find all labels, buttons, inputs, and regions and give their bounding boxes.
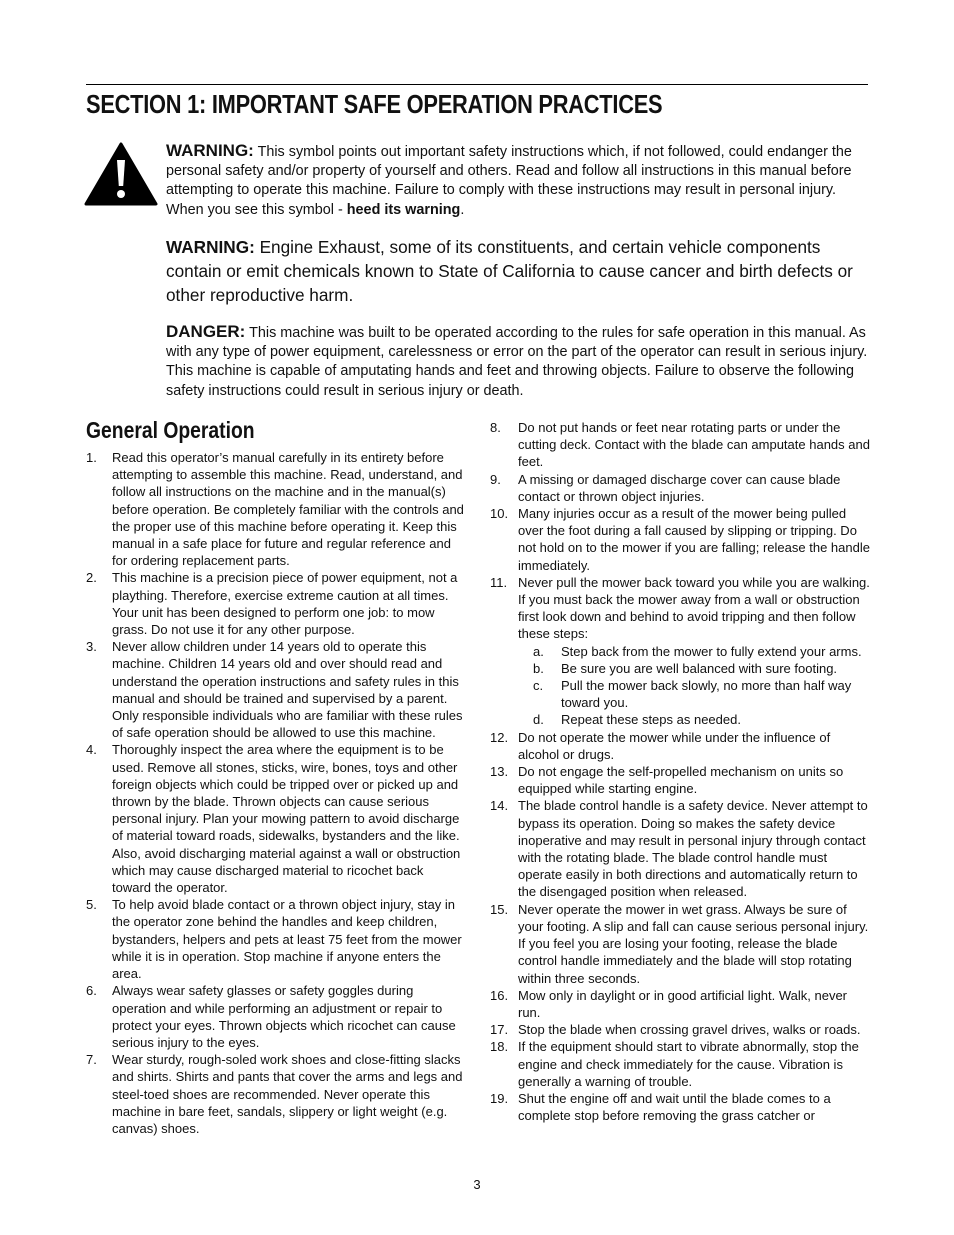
step-letter: a. bbox=[533, 643, 544, 659]
heed-warning-text: heed its warning bbox=[346, 201, 461, 218]
item-number: 6. bbox=[86, 983, 97, 999]
list-item bbox=[86, 741, 464, 896]
list-item bbox=[490, 471, 870, 505]
section-title: SECTION 1: IMPORTANT SAFE OPERATION PRACTICES bbox=[86, 89, 663, 119]
item-number: 2. bbox=[86, 570, 97, 586]
list-item bbox=[86, 982, 464, 1051]
item-text: Never allow children under 14 years old to operate this machine. Children 14 years old and over should read and understand the operation instructions and safety rules in this manual and should be trained and supervised by a parent. Only responsible individuals who are familiar with these rules of safe operation should be allowed to use this machine. bbox=[112, 639, 463, 741]
step-item bbox=[518, 643, 870, 660]
item-number: 3. bbox=[86, 639, 97, 655]
list-item bbox=[490, 797, 870, 900]
page-number: 3 bbox=[473, 1177, 481, 1192]
list-item bbox=[490, 1021, 870, 1038]
item-text: Do not operate the mower while under the influence of alcohol or drugs. bbox=[518, 729, 831, 762]
item-number: 15. bbox=[490, 901, 509, 917]
item-text: Always wear safety glasses or safety goggles during operation and while performing an adjustment or repair to protect your eyes. Thrown objects which ricochet can cause serious injury to the eyes. bbox=[112, 983, 456, 1050]
item-number: 5. bbox=[86, 897, 97, 913]
item-number: 17. bbox=[490, 1022, 509, 1038]
item-number: 19. bbox=[490, 1090, 509, 1106]
item-number: 10. bbox=[490, 506, 509, 522]
warning-label: WARNING: bbox=[166, 237, 255, 257]
top-rule bbox=[86, 84, 868, 85]
item-text: Read this operator’s manual carefully in its entirety before attempting to assemble this machine. Read, understand, and follow all instructions on the machine and in the manual(s) before operation. Be completely familiar with the controls and the proper use of this machine before operating it. Keep this manual in a safe place for future and regular reference and for ordering replacement parts. bbox=[112, 450, 464, 569]
step-list bbox=[518, 643, 870, 729]
list-item bbox=[86, 896, 464, 982]
item-text: A missing or damaged discharge cover can cause blade contact or thrown object injuries. bbox=[518, 471, 841, 504]
list-item bbox=[490, 987, 870, 1021]
general-operation-heading: General Operation bbox=[86, 417, 255, 443]
item-number: 11. bbox=[490, 574, 508, 590]
step-text: Repeat these steps as needed. bbox=[561, 712, 741, 728]
item-number: 18. bbox=[490, 1039, 509, 1055]
item-number: 7. bbox=[86, 1052, 97, 1068]
item-text: Shut the engine off and wait until the blade comes to a complete stop before removing the grass catcher or bbox=[518, 1090, 831, 1124]
item-number: 16. bbox=[490, 987, 509, 1003]
warning-text: This symbol points out important safety instructions which, if not followed, could endanger the personal safety and/or property of yourself and others. Read and follow all instructions in this manual before attempting to operate this machine. Failure to comply with these instructions may result in personal injury. When you see this symbol - bbox=[166, 144, 852, 218]
warning-end: . bbox=[460, 201, 465, 218]
list-item bbox=[490, 419, 870, 471]
list-item bbox=[490, 1090, 870, 1124]
step-item bbox=[518, 660, 870, 677]
list-item bbox=[490, 901, 870, 987]
list-item bbox=[490, 574, 870, 729]
item-number: 1. bbox=[86, 450, 97, 465]
item-text: To help avoid blade contact or a thrown object injury, stay in the operator zone behind the handles and keep children, bystanders, helpers and pets at least 75 feet from the mower while it is in operation. Stop machine if anyone enters the area. bbox=[112, 897, 462, 982]
step-letter: d. bbox=[533, 712, 544, 728]
warning-label: WARNING: bbox=[166, 141, 254, 160]
list-item bbox=[490, 729, 870, 763]
item-text: This machine is a precision piece of power equipment, not a plaything. Therefore, exercise extreme caution at all times. Your unit has been designed to perform one job: to mow grass. Do not use it for any other purpose. bbox=[112, 570, 458, 638]
item-text: Mow only in daylight or in good artificial light. Walk, never run. bbox=[518, 987, 847, 1020]
step-text: Be sure you are well balanced with sure footing. bbox=[561, 660, 838, 676]
warning-notice-california bbox=[166, 235, 870, 307]
general-operation-list-right bbox=[490, 419, 870, 1124]
item-text: Do not put hands or feet near rotating parts or under the cutting deck. Contact with the blade can amputate hands and feet. bbox=[518, 420, 870, 470]
step-text: Step back from the mower to fully extend your arms. bbox=[561, 643, 862, 659]
warning-triangle-icon bbox=[84, 142, 158, 206]
item-number: 14. bbox=[490, 798, 509, 814]
item-text: Many injuries occur as a result of the mower being pulled over the foot during a fall caused by slipping or tripping. Do not hold on to the mower if you are falling; release the handle immediately. bbox=[518, 506, 870, 573]
warning-notice-symbol bbox=[166, 141, 870, 220]
list-item bbox=[490, 505, 870, 574]
item-text: Never pull the mower back toward you while you are walking. If you must back the mower away from a wall or obstruction first look down and behind to avoid tripping and then follow these steps: bbox=[518, 574, 870, 642]
danger-label: DANGER: bbox=[166, 322, 246, 341]
step-text: Pull the mower back slowly, no more than half way toward you. bbox=[561, 678, 852, 711]
list-item bbox=[86, 569, 464, 638]
list-item bbox=[86, 1051, 464, 1137]
warning-text: Engine Exhaust, some of its constituents, and certain vehicle components contain or emit chemicals known to State of California to cause cancer and birth defects or other reproductive harm. bbox=[166, 237, 853, 305]
item-number: 4. bbox=[86, 742, 97, 758]
list-item bbox=[490, 763, 870, 797]
step-letter: b. bbox=[533, 660, 544, 676]
danger-text: This machine was built to be operated according to the rules for safe operation in this manual. As with any type of power equipment, carelessness or error on the part of the operator can result in serious injury. This machine is capable of amputating hands and feet and throwing objects. Failure to observe the following safety instructions could result in serious injury or death. bbox=[166, 325, 868, 399]
item-text: If the equipment should start to vibrate abnormally, stop the engine and check immediately for the cause. Vibration is generally a warning of trouble. bbox=[518, 1039, 859, 1089]
item-text: The blade control handle is a safety device. Never attempt to bypass its operation. Doing so makes the safety device inoperative and may result in personal injury through contact with the rotating blade. The blade control handle must operate easily in both directions and automatically return to the disengaged position when released. bbox=[518, 798, 868, 900]
list-item bbox=[86, 449, 464, 569]
list-item bbox=[86, 638, 464, 741]
danger-notice bbox=[166, 322, 870, 401]
item-text: Stop the blade when crossing gravel drives, walks or roads. bbox=[518, 1022, 861, 1038]
list-item bbox=[490, 1038, 870, 1090]
item-text: Do not engage the self-propelled mechanism on units so equipped while starting engine. bbox=[518, 764, 844, 797]
step-letter: c. bbox=[533, 678, 544, 694]
item-number: 8. bbox=[490, 420, 501, 435]
item-number: 12. bbox=[490, 729, 509, 745]
item-number: 13. bbox=[490, 764, 509, 780]
step-item bbox=[518, 711, 870, 728]
step-item bbox=[518, 677, 870, 711]
item-text: Never operate the mower in wet grass. Always be sure of your footing. A slip and fall can cause serious personal injury. If you feel you are losing your footing, release the blade control handle immediately and the blade will stop rotating within three seconds. bbox=[518, 901, 869, 986]
item-text: Wear sturdy, rough-soled work shoes and close-fitting slacks and shirts. Shirts and pants that cover the arms and legs and steel-toed shoes are recommended. Never operate this machine in bare feet, sandals, slippery or light weight (e.g. canvas) shoes. bbox=[112, 1052, 463, 1136]
item-text: Thoroughly inspect the area where the equipment is to be used. Remove all stones, sticks, wire, bones, toys and other foreign objects which could be tripped over or picked up and thrown by the blade. Thrown objects can cause serious personal injury. Plan your mowing pattern to avoid discharge of material toward roads, sidewalks, bystanders and the like. Also, avoid discharging material against a wall or obstruction which may cause discharged material to ricochet back toward the operator. bbox=[112, 742, 461, 896]
general-operation-list-left bbox=[86, 449, 464, 1137]
item-number: 9. bbox=[490, 471, 501, 487]
